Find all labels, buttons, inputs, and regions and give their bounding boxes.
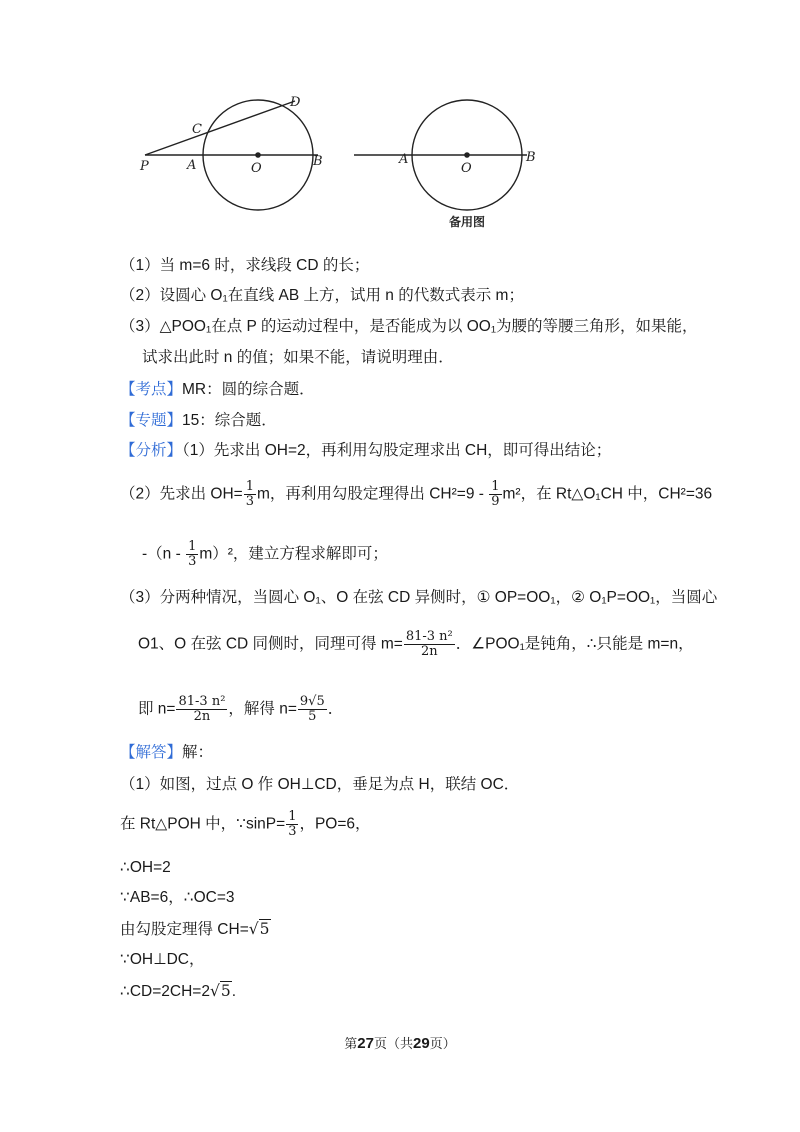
spare-label-b: B [526, 150, 536, 165]
fenxi-text-6b: ，解得 n= [228, 700, 297, 718]
label-a: A [187, 158, 197, 173]
fenxi-text-3b: m）²，建立方程求解即可； [199, 545, 388, 563]
spare-figure [354, 100, 527, 210]
fenxi-line-5 [138, 630, 694, 659]
zhuanti-text: 15：综合题． [182, 412, 277, 429]
fenxi-text-6c: ． [327, 700, 344, 718]
fenxi-text-5a: O1、O 在弦 CD 同侧时，同理可得 m= [138, 635, 403, 653]
jieda-step-4: ∵AB=6，∴OC=3 [120, 889, 235, 906]
jieda-step-6: ∵OH⊥DC， [120, 951, 205, 968]
page-footer: 第27页（共29页） [344, 1035, 456, 1052]
jieda-step-1: （1）如图，过点 O 作 OH⊥CD，垂足为点 H，联结 OC． [120, 776, 520, 793]
zhuanti-tag: 【专题】 [120, 412, 183, 429]
jieda-step-2 [120, 810, 371, 839]
geometry-figures [130, 88, 550, 238]
fenxi-text-2c: m²，在 Rt△O₁CH 中，CH²=36 [502, 485, 713, 503]
fenxi-tag: 【分析】 [120, 442, 183, 459]
fraction-1-3b: $\frac{1}{3}$ [188, 539, 197, 569]
fenxi-line-6 [138, 695, 343, 724]
spare-label-o: O [461, 161, 472, 176]
jieda-text-5a: 由勾股定理得 CH= [120, 921, 249, 938]
question-2: （2）设圆心 O₁在直线 AB 上方，试用 n 的代数式表示 m； [120, 287, 524, 304]
label-d: D [290, 95, 301, 110]
jieda-text-2b: ，PO=6， [299, 815, 371, 833]
jieda-step-5 [120, 919, 271, 940]
fraction-sinp: $\frac{1}{3}$ [288, 809, 297, 839]
fenxi-text-2a: （2）先求出 OH= [120, 485, 243, 503]
fenxi-text-6a: 即 n= [138, 700, 176, 718]
jieda-text: 解： [182, 744, 214, 761]
fenxi-line-3 [142, 540, 388, 569]
spare-label-a: A [399, 152, 409, 167]
kaodian-line [120, 380, 315, 400]
sqrt-5-a: √5 [248, 920, 270, 938]
jieda-line [120, 743, 213, 763]
main-figure [145, 100, 318, 210]
fraction-n-expr: $\frac{\text{81-3 n²}}{2n}$ [178, 694, 226, 724]
label-b: B [313, 154, 323, 169]
question-3-line1: （3）△POO₁在点 P 的运动过程中，是否能成为以 OO₁为腰的等腰三角形，如果能， [120, 318, 698, 335]
label-p: P [140, 159, 149, 174]
question-1: （1）当 m=6 时，求线段 CD 的长； [120, 257, 370, 274]
zhuanti-line [120, 411, 277, 431]
jieda-text-7b: . [231, 983, 237, 1000]
line-pd [145, 101, 295, 155]
fraction-9root5: $\frac{9√5}{5}$ [299, 694, 325, 724]
fenxi-text-1: （1）先求出 OH=2，再利用勾股定理求出 CH，即可得出结论； [182, 442, 612, 459]
kaodian-tag: 【考点】 [120, 381, 183, 398]
jieda-tag: 【解答】 [120, 744, 183, 761]
fenxi-line-2 [120, 480, 712, 509]
center-dot-o [255, 152, 261, 158]
fenxi-line-4: （3）分两种情况，当圆心 O₁、O 在弦 CD 异侧时，① OP=OO₁，② O₁P=OO₁，当圆心 [120, 589, 718, 606]
fraction-m-expr: $\frac{\text{81-3 n²}}{2n}$ [405, 629, 453, 659]
spare-center-dot [464, 152, 470, 158]
jieda-text-7a: ∴CD=2CH=2 [120, 983, 210, 1000]
fenxi-text-5b: ．∠POO₁是钝角，∴只能是 m=n， [455, 635, 694, 653]
label-o: O [251, 161, 262, 176]
fenxi-text-3a: -（n - [142, 545, 186, 563]
fenxi-line-1 [120, 441, 611, 461]
page-number: 27 [357, 1035, 374, 1052]
fraction-1-3: $\frac{1}{3}$ [245, 479, 255, 509]
fraction-1-9: $\frac{1}{9}$ [491, 479, 500, 509]
jieda-text-2a: 在 Rt△POH 中，∵sinP= [120, 815, 286, 833]
question-3-line2: 试求出此时 n 的值；如果不能，请说明理由． [142, 349, 454, 366]
label-c: C [192, 122, 202, 137]
jieda-step-3: ∴OH=2 [120, 859, 171, 876]
kaodian-text: MR：圆的综合题． [182, 381, 315, 398]
sqrt-5-b: √5 [209, 982, 231, 1000]
spare-caption: 备用图 [448, 215, 486, 229]
fenxi-text-2b: m，再利用勾股定理得出 CH²=9 - [257, 485, 489, 503]
jieda-step-7 [120, 981, 236, 1002]
page-total: 29 [413, 1035, 430, 1052]
